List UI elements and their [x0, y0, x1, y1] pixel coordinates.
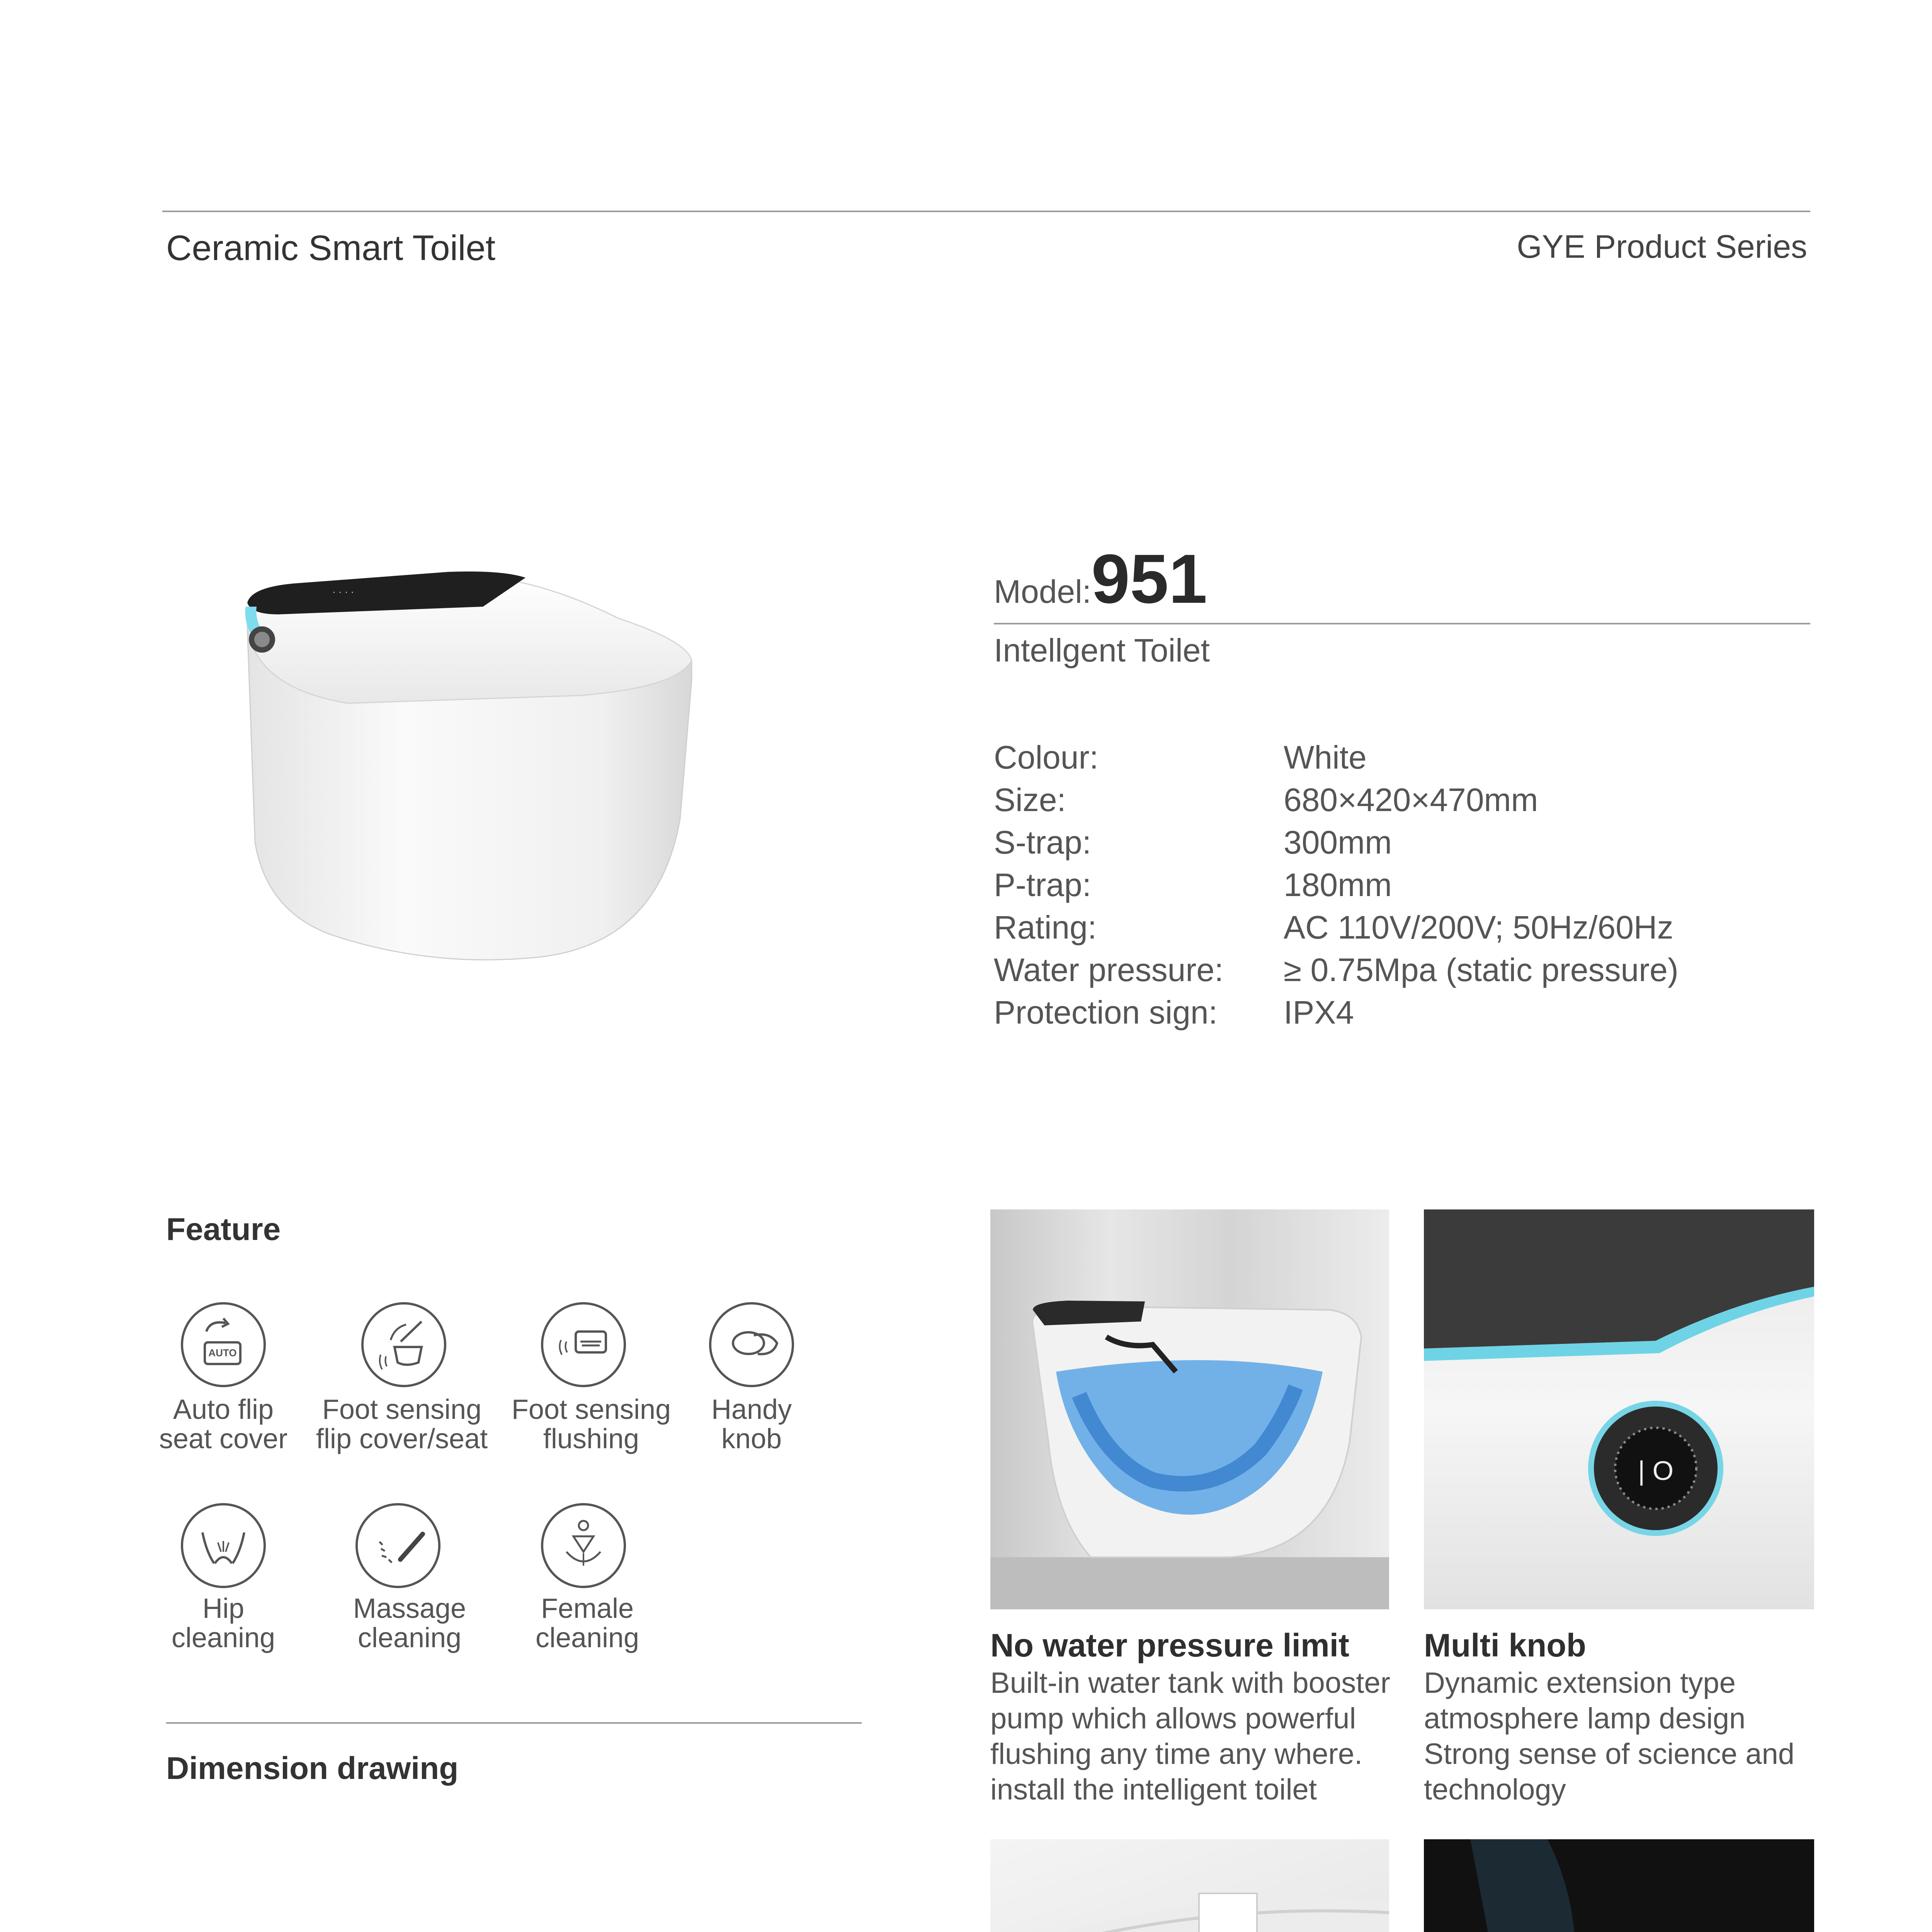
card-text: [990, 1665, 1408, 1808]
feature-heading: Feature: [166, 1212, 281, 1247]
spec-row: [994, 864, 1805, 906]
product-subtitle: Intellgent Toilet: [994, 632, 1210, 668]
cleaning-nozzle-photo: [990, 1839, 1389, 1932]
feature-label: [309, 1395, 495, 1454]
model-heading: [994, 539, 1207, 619]
dimension-heading: Dimension drawing: [166, 1751, 459, 1786]
spec-value: 680×420×470mm: [1284, 782, 1538, 818]
feature-label: [146, 1395, 301, 1454]
header-divider: [162, 211, 1810, 212]
female-cleaning-icon: [541, 1503, 626, 1588]
spec-row: [994, 821, 1805, 864]
feature-label-line: Foot sensing: [511, 1394, 671, 1425]
booster-pump-photo: [990, 1209, 1389, 1609]
handy-knob-icon: [709, 1302, 794, 1387]
night-lighting-photo: [1424, 1839, 1814, 1932]
feature-label-line: seat cover: [159, 1423, 288, 1454]
spec-key: Colour:: [994, 739, 1099, 776]
spec-table: [994, 736, 1805, 1034]
card-text-line: pump which allows powerful: [990, 1702, 1356, 1735]
card-text-line: install the intelligent toilet: [990, 1773, 1317, 1806]
spec-row: [994, 949, 1805, 991]
feature-label-line: knob: [721, 1423, 782, 1454]
spec-value: ≥ 0.75Mpa (static pressure): [1284, 952, 1679, 988]
feature-label: [510, 1594, 665, 1653]
spec-key: S-trap:: [994, 824, 1092, 861]
feature-label-line: cleaning: [357, 1622, 462, 1653]
feature-label-line: Massage: [353, 1593, 466, 1624]
feature-label-line: cleaning: [171, 1622, 276, 1653]
feature-label-line: cleaning: [535, 1622, 639, 1653]
card-text: [1424, 1665, 1814, 1808]
feature-label-line: Foot sensing: [322, 1394, 482, 1425]
feature-label: [146, 1594, 301, 1653]
model-number: 951: [1091, 540, 1208, 618]
feature-label-line: flip cover/seat: [316, 1423, 488, 1454]
feature-label-line: Female: [541, 1593, 634, 1624]
svg-text:· · · ·: · · · ·: [332, 586, 354, 597]
auto-badge-text: AUTO: [208, 1347, 237, 1359]
spec-value: 300mm: [1284, 824, 1392, 861]
card-text-line: Built-in water tank with booster: [990, 1667, 1390, 1699]
spec-value: 180mm: [1284, 867, 1392, 903]
spec-key: Rating:: [994, 909, 1097, 946]
product-image: [232, 549, 696, 981]
page-title: Ceramic Smart Toilet: [166, 228, 496, 268]
spec-row: [994, 779, 1805, 821]
card-text-line: Strong sense of science and: [1424, 1738, 1795, 1770]
feature-label-line: flushing: [543, 1423, 639, 1454]
card-text-line: flushing any time any where.: [990, 1738, 1363, 1770]
spec-key: P-trap:: [994, 867, 1092, 903]
feature-label: [676, 1395, 827, 1454]
svg-text:| O: | O: [1638, 1456, 1674, 1486]
spec-value: IPX4: [1284, 994, 1354, 1031]
card-title: Multi knob: [1424, 1627, 1586, 1663]
auto-flip-icon: [181, 1302, 266, 1387]
spec-row: [994, 906, 1805, 949]
feature-label-line: Hip: [202, 1593, 245, 1624]
card-text-line: Dynamic extension type: [1424, 1667, 1736, 1699]
card-text-line: atmosphere lamp design: [1424, 1702, 1746, 1735]
model-divider: [994, 623, 1810, 624]
spec-row: [994, 991, 1805, 1034]
multi-knob-photo: [1424, 1209, 1814, 1609]
spec-value: AC 110V/200V; 50Hz/60Hz: [1284, 909, 1673, 946]
foot-sensing-flush-icon: [541, 1302, 626, 1387]
spec-value: White: [1284, 739, 1367, 776]
hip-cleaning-icon: [181, 1503, 266, 1588]
foot-sensing-flip-icon: [361, 1302, 446, 1387]
massage-cleaning-icon: [355, 1503, 440, 1588]
feature-label-line: Auto flip: [173, 1394, 274, 1425]
spec-row: [994, 736, 1805, 779]
feature-label: [502, 1395, 680, 1454]
spec-key: Water pressure:: [994, 952, 1224, 988]
product-series: GYE Product Series: [1517, 228, 1807, 265]
card-title: No water pressure limit: [990, 1627, 1349, 1663]
dimension-divider: [166, 1722, 862, 1724]
model-label: Model:: [994, 573, 1092, 610]
feature-label: [332, 1594, 487, 1653]
spec-key: Protection sign:: [994, 994, 1218, 1031]
spec-key: Size:: [994, 782, 1066, 818]
card-text-line: technology: [1424, 1773, 1566, 1806]
feature-label-line: Handy: [711, 1394, 792, 1425]
